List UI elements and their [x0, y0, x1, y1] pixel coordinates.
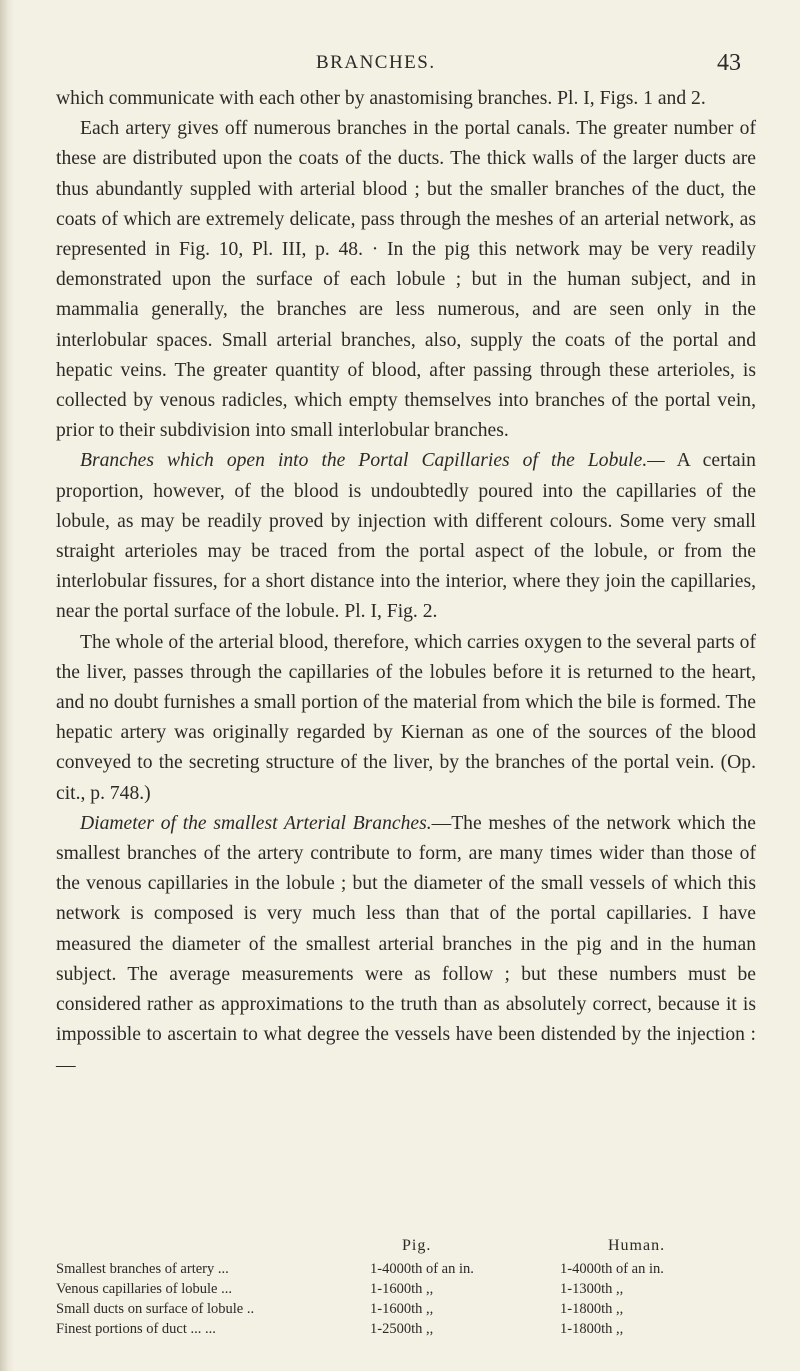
page-number: 43	[717, 50, 741, 76]
pig-value: 1-1600th ,,	[370, 1301, 434, 1317]
row-label: Finest portions of duct ... ...	[56, 1321, 216, 1337]
table-row	[56, 1319, 766, 1339]
paragraph-arterial-blood: The whole of the arterial blood, therefore, which carries oxygen to the several parts of the liver, passes through the capillaries of the lobules before it is returned to the heart, and no doubt furnishes a small portion of the material from which the bile is formed. The hepatic artery was originally regarded by Kiernan as one of the sources of the blood conveyed to the secreting structure of the liver, by the branches of the portal vein. (Op. cit., p. 748.)	[56, 631, 756, 804]
body-text	[56, 84, 756, 1081]
pig-value: 1-2500th ,,	[370, 1321, 434, 1337]
human-value: 1-1800th ,,	[560, 1321, 624, 1337]
page-binding-edge	[0, 0, 14, 1371]
section-heading-diameter: Diameter of the smallest Arterial Branches.	[80, 812, 432, 834]
paragraph-diameter	[56, 809, 756, 1081]
paragraph-diameter-text: —The meshes of the network which the smallest branches of the artery contribute to form, are many times wider than those of the venous capillaries in the lobule ; but the diameter of the small vessels of which this network is composed is very much less than that of the portal capillaries. I have measured the diameter of the smallest arterial branches in the pig and in the human subject. The average measurements were as follow ; but these numbers must be considered rather as approximations to the truth than as absolutely correct, because it is impossible to ascertain to what degree the vessels have been distended by the injection :—	[56, 812, 756, 1076]
human-value: 1-1300th ,,	[560, 1281, 624, 1297]
row-label: Smallest branches of artery ...	[56, 1261, 229, 1277]
column-header-pig: Pig.	[402, 1237, 432, 1254]
human-value: 1-1800th ,,	[560, 1301, 624, 1317]
paragraph-portal-capillaries	[56, 446, 756, 627]
pig-value: 1-4000th of an in.	[370, 1261, 474, 1277]
measurement-table	[56, 1236, 766, 1339]
page-header	[0, 50, 800, 84]
table-row	[56, 1259, 766, 1279]
row-label: Small ducts on surface of lobule ..	[56, 1301, 255, 1317]
column-header-human: Human.	[608, 1237, 666, 1254]
paragraph-arterial-branches: Each artery gives off numerous branches in the portal canals. The greater number of these are distributed upon the coats of the ducts. The thick walls of the larger ducts are thus abundantly suppled with arterial blood ; but the smaller branches of the duct, the coats of which are extremely delicate, pass through the meshes of an arterial network, as represented in Fig. 10, Pl. III, p. 48. · In the pig this network may be very readily demonstrated upon the surface of each lobule ; but in the human subject, and in mammalia generally, the branches are less numerous, and are seen only in the interlobular spaces. Small arterial branches, also, supply the coats of the portal and hepatic veins. The greater quantity of blood, after passing through these arterioles, is collected by venous radicles, which empty themselves into branches of the portal vein, prior to their subdivision into small interlobular branches.	[56, 118, 756, 442]
row-label: Venous capillaries of lobule ...	[56, 1281, 232, 1297]
human-value: 1-4000th of an in.	[560, 1261, 664, 1277]
paragraph-continuation: which communicate with each other by anastomising branches. Pl. I, Figs. 1 and 2.	[56, 88, 706, 109]
paragraph-portal-capillaries-text: A certain proportion, however, of the blood is undoubtedly poured into the capillaries of the lobule, as may be readily proved by injection with different colours. Some very small straight arterioles may be traced from the portal aspect of the lobule, or from the interlobular fissures, for a short distance into the interior, where they join the capillaries, near the portal surface of the lobule. Pl. I, Fig. 2.	[56, 450, 756, 623]
pig-value: 1-1600th ,,	[370, 1281, 434, 1297]
section-heading-portal-capillaries: Branches which open into the Portal Capillaries of the Lobule.—	[80, 450, 665, 472]
table-header	[56, 1236, 766, 1259]
running-title: BRANCHES.	[316, 52, 436, 73]
table-row	[56, 1279, 766, 1299]
table-row	[56, 1299, 766, 1319]
